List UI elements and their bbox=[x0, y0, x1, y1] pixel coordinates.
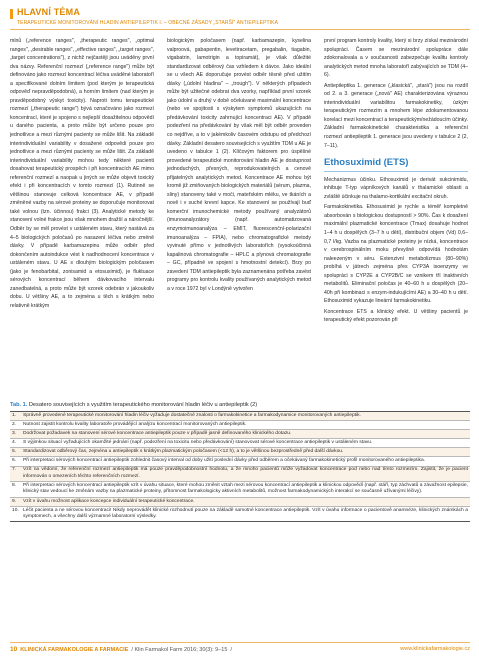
table-row-number: 5. bbox=[12, 449, 17, 455]
table-row bbox=[10, 429, 470, 438]
table-caption bbox=[10, 401, 470, 409]
table-row-number: 1. bbox=[12, 412, 17, 418]
table-row-text: Správně provedené terapeutické monitorování hladin léčiv vyžaduje dostatečné znalosti o farmakokinetice a farmakodynamice monitorovaných antiepileptik. bbox=[23, 412, 361, 418]
section-heading-ethosuximid: Ethosuximid (ETS) bbox=[324, 157, 409, 169]
table-row bbox=[10, 466, 470, 482]
column-1-paragraph: mlnů („reference ranges", „therapeutic ranges", „optimal ranges", „desirable ranges", „effective ranges", „target ranges", „target concentrations"), z nichž nejčastěji jsou uváděny první dva názvy. Referenční rozmezí („reference range") může být definováno jako rozmezí koncentrací léčiva uváděné laboratoří a specifikované dolním limitem (pod kterým je terapeutická odpověď nepravděpodobná), a horním limitem (nad kterým je pravděpodobný výskyt toxicity). Naproti tomu terapeutické rozmezí („therapeutic range") bývá označováno jako rozmezí koncentrací, které je spojeno s nejlepší dosažitelnou odpovědí u daného pacienta, a proto může být určeno pouze pro jednotlivce a mezi různými pacienty se může lišit. Na základě interindividuální variability v dosažené odpovědi pouze pro jednotlivce a mezi různými pacienty se může lišit. Za základě interindividuální variability mohou tedy některé pacienti dosahovat terapeutický prospěch i při koncentracích AE mimo referenční rozmezí a naopak u jiných se může objevit toxický efekt i při koncentracích v tomto rozmezí (1). Rutinně se většinou stanovuje celková koncentrace AE, v případě změněné vazby na sérové proteiny se doporučuje monitorovat také volnou (tzn. účinnou) frakci (3). Analytické metody ke stanovení volné frakce jsou však mnohem dražší a náročnější. Odběr by se měl provést v ustáleném stavu, který nastává za 4–5 biologických poločasů po nasazení léčiva nebo změně dávky. V případě karbamazepinu může odběr před dokončením autoindukce vést k nadhodnocení koncentrace v ustáleném stavu. U AE s dlouhým biologickým poločasem (jako je fenobarbital, zonisamid a etosuximid), je fluktuace sérových koncentrací během dávkovacího intervalu zanedbatelná, a proto může být vzorek odebrán v jakoukoliv dobu. U většiny AE, a to zejména u těch s krátkým nebo relativně krátkým bbox=[10, 38, 154, 309]
column-3-paragraph-3: Mechanizmus účinku. Ethosuximid je derivát sukcinimidu, inhibuje T-typ vápníkových kanálů v thalamické oblasti a zvláště účinkuje na thalamo-kortikální excitační okruh. bbox=[324, 176, 468, 200]
table-row-text: Standardizovat odběrový čas, zejména u antiepileptik s krátkým plazmatickým poločasem (<12 h), a to je většinou bezprostředně před další dávkou. bbox=[23, 449, 344, 455]
journal-name: KLINICKÁ FARMAKOLOGIE A FARMACIE bbox=[20, 647, 129, 653]
column-3-paragraph-2: Antiepileptika 1. generace („klasická", „stará") jsou na rozdíl od 2. a 3. generace („nová" AE) charakterizována výraznou interindividuální variabilitou farmakokinetiky, úzkým terapeutickým rozmezím a mnohem lépe zdokumentovanou korelací mezi koncentrací a terapeutickým/nežádoucím účinky. Základní farmakokinetické charakteristika a referenční rozmezí antiepileptik 1. generace jsou uvedeny v tabulce 2 (2, 7–11). bbox=[324, 82, 468, 149]
text-column-2 bbox=[167, 37, 311, 293]
table-row-number: 8. bbox=[12, 482, 17, 488]
table-caption-text: Desatero souvisejících s využitím terapeutického monitorování hladin léčiv u antiepileptik (2) bbox=[28, 402, 258, 408]
table-row-number: 2. bbox=[12, 421, 17, 427]
table-row bbox=[10, 438, 470, 447]
table-row-text: Léčit pacienta a ne sérovou koncentraci! Nikdy neprovádět klinické rozhodnutí pouze na základě samotné koncentrace antiepileptik. Vzít v úvahu informace o pacientově anamnéze, klinických známkách a symptomech, a všechny další významné laboratorní výsledky. bbox=[23, 507, 468, 520]
table-row-number: 6. bbox=[12, 458, 17, 464]
table-row-text: S výjimkou situací vyžadujících okamžité jednání (např. podezření na toxicitu nebo předávkování) stanovovat sérové koncentrace antiepileptik v ustáleném stavu. bbox=[23, 440, 373, 446]
table-row-text: Vzít na vědomí, že referenční rozmezí antiepileptik má pouze pravděpodobnostní hodnotu, a že mnoho pacientů může vyžadovat koncentrace pod nebo nad tímto rozmezím. Zajistit, že je pacient informován o omezeních těchto referenčních rozmezí. bbox=[23, 467, 468, 479]
column-3-paragraph-1: první program kontroly kvality, který si brzy získal mezinárodní spolupráci. Časem se mezinárodní spolupráce dále zdokonalovala a v současnosti zabezpečuje kvalitu kontroly analytických metod mnoha laboratoří zabývajících se TDM (4–6). bbox=[324, 38, 468, 79]
citation: Klin Farmakol Farm 2016; 30(3): 9–15 bbox=[134, 647, 228, 653]
heading-divider bbox=[324, 171, 468, 172]
header-accent-bar bbox=[10, 9, 13, 19]
table-row bbox=[10, 497, 470, 506]
page-footer bbox=[10, 646, 470, 656]
table-row bbox=[10, 420, 470, 429]
page-header bbox=[10, 7, 470, 33]
table-body bbox=[10, 411, 470, 522]
table-row-text: Při interpretaci sérových koncentrací antiepileptik vzít v úvahu situace, které mohou změnit vztah mezi sérovou koncentrací antiepileptik a klinickou odpovědí (např. stáří, typ záchvatů a závažnost epilepsie, klinický stav vedoucí ke změnám vazby na plazmatické proteiny, přítomnost farmakologicky aktivních metabolitů, možnost farmakodynamických interakcí se současně užívanými léčivy). bbox=[23, 482, 468, 495]
table-label: Tab. 1. bbox=[10, 402, 28, 408]
footer-divider bbox=[10, 642, 470, 643]
footer-left: 10 KLINICKÁ FARMAKOLOGIE A FARMACIE / Klin Farmakol Farm 2016; 30(3): 9–15 / bbox=[10, 646, 233, 653]
text-column-3 bbox=[324, 37, 468, 325]
table-row-number: 10. bbox=[12, 507, 19, 513]
column-3-paragraph-5: Koncentrace ETS a klinický efekt. U většiny pacientů je terapeutický efekt pozorován při bbox=[324, 308, 468, 324]
table-row-text: Vzít v úvahu možnost aplikace koncepce individuální terapeutické koncentrace. bbox=[23, 498, 195, 504]
table-row-text: Dodržovat požadavek na stanovení sérové koncentrace antiepileptik pouze v případě jasně definovaného klinického dotazu. bbox=[23, 430, 292, 436]
website-link[interactable]: www.klinickafarmakologie.cz bbox=[400, 646, 470, 652]
text-column-1 bbox=[10, 37, 154, 311]
table-row-number: 9. bbox=[12, 498, 17, 504]
table-row-text: Při interpretaci sérových koncentrací antiepileptik zohlednit časový interval od doby užití poslední dávky před odběrem a očekávaný farmakokinetický profil monitorovaného antiepileptika. bbox=[23, 458, 426, 464]
table-row bbox=[10, 412, 470, 420]
table-row-number: 7. bbox=[12, 467, 17, 473]
article-subtitle: TERAPEUTICKÉ MONITOROVÁNÍ HLADIN ANTIEPILEPTIK I. – OBECNÉ ZÁSADY „STARŠÍ" ANTIEPILEPTIKA bbox=[17, 20, 279, 26]
section-title: HLAVNÍ TÉMA bbox=[17, 7, 81, 17]
table-row-number: 4. bbox=[12, 440, 17, 446]
table-row bbox=[10, 456, 470, 465]
column-3-paragraph-4: Farmakokinetika. Ethosuximid je rychle a téměř kompletně absorbován s biologickou dostupností > 90%. Čas k dosažení maximální plazmatické koncentrace (Tmax) dosahuje hodnot 1–4 h u dospělých (3–7 h u dětí), distribuční objem (Vd) 0,6–0,7 l/kg. Vazba na plazmatické proteiny je nízká, koncentrace v cerebrospinálním moku převyšně odpovídá hodnotám naleezeným v séru. Extenzivní metabolizmus (80–90%) probíhá v játrech zejména přes CYP3A isoenzymy ve spolupráci s CYP2E a CYP2B/C se vznikem tří inaktivních metabolitů. Eliminační poločas je 40–60 h u dospělých (20–40h při kombinaci s enzym-indukujícími AE) a 30–40 h u dětí. Ethosuximid vykazuje lineární farmakokinetiku. bbox=[324, 204, 468, 305]
table-row bbox=[10, 447, 470, 456]
column-2-paragraph: biologickým poločasem (např. karbamazepin, kyselina valproová, gabapentin, levetiracetam, pregabalin, tiagabin, vigabatrin, lamotrigin a topiramát), je však důležité standardizovat odběrový čas vzhledem k dávce. Jako ideální se u všech AE doporučuje provést odběr těsně před užitím dávky („údolní hladina" – „trough"). V některých případech může být užitečné odebrat dva vzorky, například první vzorek jako údolní a druhý v době očekávané maximální koncentrace (nebo ve spojitosti s výskytem symptomů ukazujících na předávkování toxicity zahrnující koncentraci AE). V případě podezření na předávkování by však měl být odběr proveden co nejdříve, a to v jakémkoliv časovém odstupu od předchozí dávky. Základní desatero souvisejících s využitím TDM u AE je uvedeno v tabulce 1 (2). Klíčovým faktorem pro úspěšné provedené terapeutické monitorování hladin AE je dostupnost jednoduchých, přesných, reprodukovatelných a cenově přijatelných analytických metod. Koncentrace AE mohou být kromě již zmiňovaných biologických materiálů (sérum, plazma, sliny) stanoveny také v moči, mateřském mléku, ve tkáních a nově i v suché krevní kapce. Ke stanovení se používají buď komerční imunochemické metody používaný analyzátorů (imunoanalyzátory (např. automatizovaná enzymoimunoanalýza – EMIT, fluorescenční-polarizační imunoanalýza – FPIA), nebo chromatografické metody vyvinuté přímo v jednotlivých laboratořích (vysokoúčinná kapalinová chromatografie – HPLC a plynová chromatografie – GC, případně ve spojení s hmotnostní detekcí). Brzy po zavedení TDM antiepileptik byla zaznamenána potřeba zavést programy pro kontrolu kvality používaných analytických metod a v roce 1972 byl v Londýně vytvořen bbox=[167, 38, 311, 292]
table-row-text: Nutnost zajistit kontrolu kvality laboratoře provádějící analýzu koncentrací monitorovaných antiepileptik. bbox=[23, 421, 247, 427]
table-1 bbox=[10, 401, 470, 522]
header-divider bbox=[10, 29, 470, 30]
page-number: 10 bbox=[10, 646, 18, 653]
table-row bbox=[10, 481, 470, 497]
table-row bbox=[10, 506, 470, 522]
table-row-number: 3. bbox=[12, 430, 17, 436]
